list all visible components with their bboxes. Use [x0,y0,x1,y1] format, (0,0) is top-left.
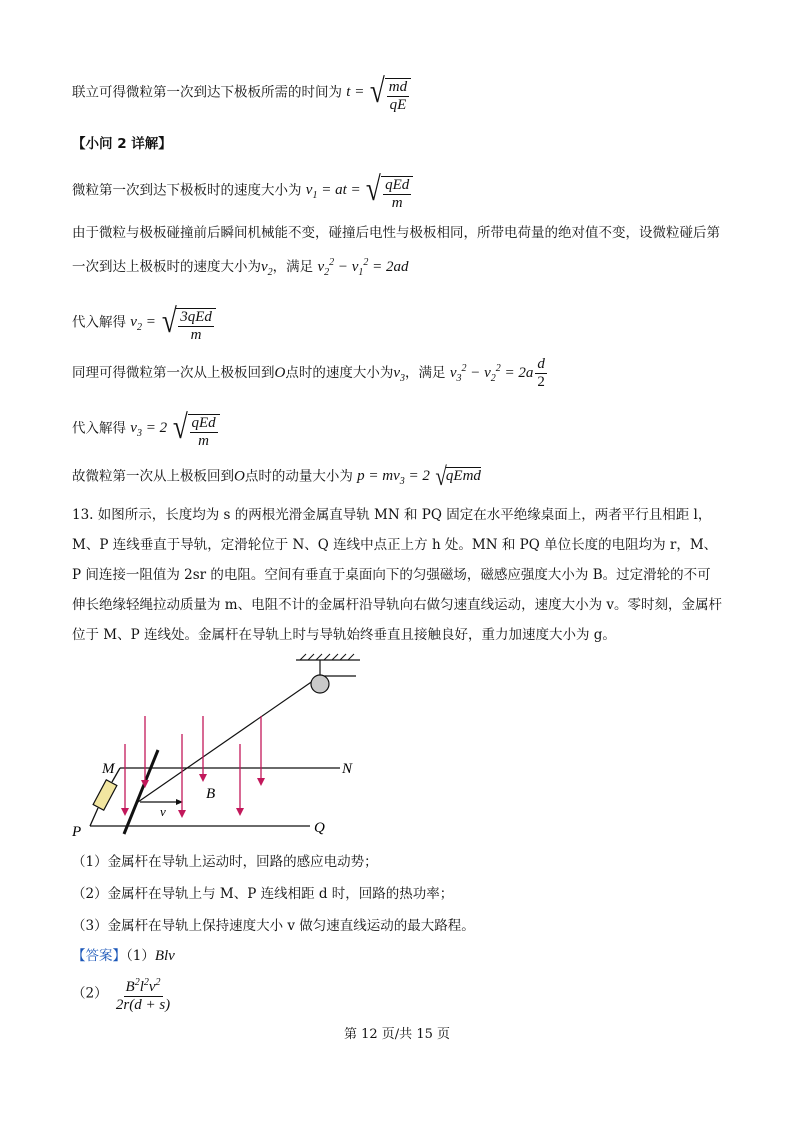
formula-v1: $v_1$ = at = √ $\frac{\text{qEd}}{m}$ [306,182,413,198]
formula-v2-relation: $v_2^2 - v_1^2 = 2ad$ [317,257,409,278]
label-b: B [206,786,216,802]
question-2: （2）金属杆在导轨上与 M、P 连线相距 d 时，回路的热功率； [72,886,454,902]
question-3: （3）金属杆在导轨上保持速度大小 v 做匀速直线运动的最大路程。 [72,918,475,934]
line-momentum: 故微粒第一次从上极板回到O点时的动量大小为 $p = mv_3 = 2$ √ qEmd [72,462,481,491]
formula-momentum: $p = mv_3 = 2$ √ qEmd [357,462,481,491]
answer-1: 【答案】（1）Blv [72,948,175,964]
line-v1: 微粒第一次到达下极板时的速度大小为 $v_1$ = at = √ $\frac{\text{qEd}}{m}$ [72,170,413,212]
formula-heat-power: $\frac{B^2l^2v^2}{2r(d + s)}$ [112,985,174,1001]
label-p: P [72,824,82,840]
label-n: N [342,761,353,777]
formula-v3-relation: $v_3^2 - v_2^2 = 2a$ $\frac{d}{2}$ [449,356,545,390]
line-v3: 同理可得微粒第一次从上极板回到O点时的速度大小为$v_3$，满足 $v_3^2 - v_2^2 = 2a$ $\frac{d}{2}$ [72,356,549,391]
pulley [311,675,329,693]
answer-tag: 【答案】 [72,948,126,964]
label-v: v [160,804,166,819]
question-1: （1）金属杆在导轨上运动时，回路的感应电动势； [72,854,378,870]
formula-v2: $v_2$ = √ $\frac{\text{3qEd}}{m}$ [130,314,216,330]
line-v3-result: 代入解得 $v_3 = 2$ √ $\frac{\text{qEd}}{m}$ [72,408,220,450]
paragraph-collision: 由于微粒与极板碰撞前后瞬间机械能不变，碰撞后电性与极板相同，所带电荷量的绝对值不变，设微粒碰后第一次到达上极板时的速度大小为$v_2$，满足 $v_2^2 - v_1^2 = 2ad$ [72,225,720,278]
line-time: 联立可得微粒第一次到达下极板所需的时间为 t = √ $\frac{md}{qE}$ [72,72,411,114]
wire-p [90,808,98,826]
page-footer: 第 12 页/共 15 页 [344,1027,450,1042]
formula-v3: $v_3 = 2$ √ $\frac{\text{qEd}}{m}$ [130,420,219,436]
line-v2-result: 代入解得 $v_2$ = √ $\frac{\text{3qEd}}{m}$ [72,302,216,344]
rope [138,676,320,802]
section-heading-q2: 【小问 2 详解】 [72,136,172,152]
problem-13-statement: 13. 如图所示，长度均为 s 的两根光滑金属直导轨 MN 和 PQ 固定在水平绝缘桌面上，两者平行且相距 l，M、P 连线垂直于导轨，定滑轮位于 N、Q 连线中点正上方 h 处。MN 和 PQ 单位长度的电阻均为 r，M、P 间连接一阻值为 2sr 的电阻。空间有垂直于桌面向下的匀强磁场，磁感应强度大小为 B。过定滑轮的不可伸长绝缘轻绳拉动质量为 m、电阻不计的金属杆沿导轨向右做匀速直线运动，速度大小为 v。零时刻，金属杆位于 M、P 连线处。金属杆在导轨上时与导轨始终垂直且接触良好，重力加速度大小为 g。 [72,507,723,643]
ceiling-hatch [300,654,354,660]
resistor [93,780,117,810]
label-q: Q [314,820,325,836]
answer-2: （2） $\frac{B^2l^2v^2}{2r(d + s)}$ [72,974,174,1014]
label-m: M [102,761,115,777]
circuit-diagram [70,652,370,842]
formula-time: t = √ $\frac{md}{qE}$ [346,84,411,100]
